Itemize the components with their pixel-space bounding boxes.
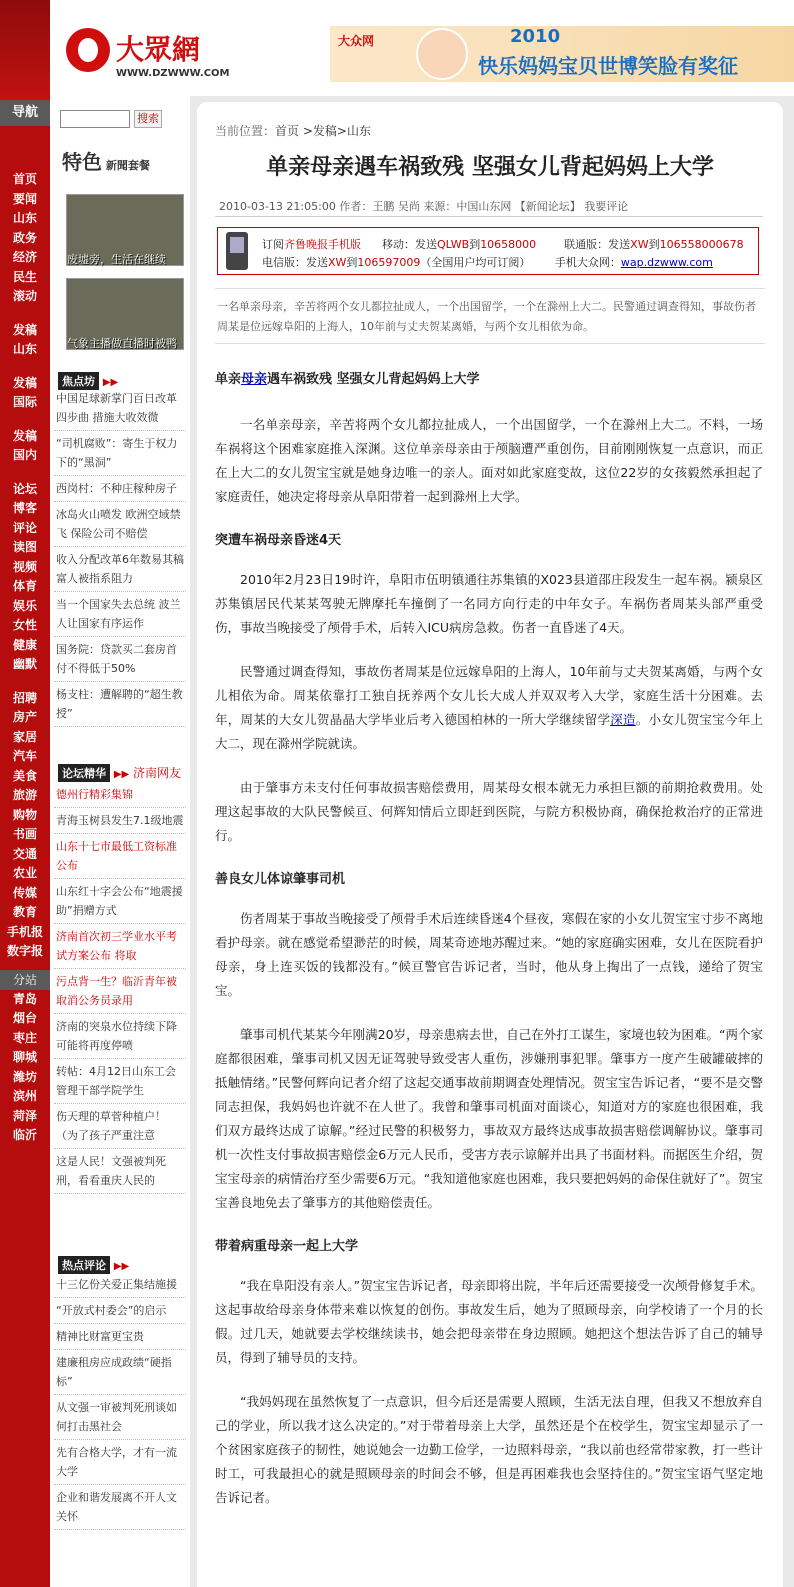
forum-list: [54, 782, 186, 1194]
search-button[interactable]: 搜索: [134, 110, 162, 128]
nav-gap: [0, 413, 50, 427]
header: [50, 0, 794, 96]
logo-mark-icon: [66, 28, 110, 72]
news-link[interactable]: 杨支柱：遭解聘的“超生教授”: [54, 682, 186, 727]
news-link[interactable]: 伤天理的草菅种植户！（为了孩子严重注意: [54, 1104, 186, 1149]
news-link[interactable]: 济南的突泉水位持续下降 可能将再度停喷: [54, 1014, 186, 1059]
nav-gap: [0, 307, 50, 321]
subheading: 突遭车祸母亲昏迷4天: [215, 533, 342, 548]
tese-small: 新聞套餐: [105, 159, 150, 172]
city-item[interactable]: 聊城: [12, 1050, 37, 1064]
sub-number: 106558000678: [659, 238, 744, 251]
nav-gap: [0, 360, 50, 374]
nav-item[interactable]: 发稿: [12, 322, 37, 337]
news-link[interactable]: 西岗村：不种庄稼种房子: [54, 476, 186, 502]
nav-item[interactable]: 幽默: [12, 657, 37, 671]
sub-text: 手机大众网：: [554, 256, 621, 269]
nav-item[interactable]: 论坛: [12, 481, 37, 496]
paragraph: “我妈妈现在虽然恢复了一点意识，但今后还是需要人照顾，生活无法自理，但我又不想放弃自己的学业，所以我才这么决定的。”对于带着母亲上大学，虽然还是个在校学生，贺宝宝却显示了一个贫困家庭孩子的韧性，她说她会一边勤工俭学，一边照料母亲，“我以前也经常带家教，打一些计时工，可我最担心的就是照顾母亲的时间会不够，但是再困难我也会坚持住的。”贺宝宝语气坚定地告诉记者。: [215, 1394, 763, 1505]
split-title: 分站: [0, 970, 50, 990]
city-item[interactable]: 枣庄: [12, 1030, 37, 1045]
sub-number: 106597009: [357, 256, 421, 269]
nav-item[interactable]: 娱乐: [12, 598, 37, 613]
nav-item[interactable]: 教育: [12, 905, 37, 919]
photo-caption-1[interactable]: 废墟旁，生活在继续: [67, 253, 166, 266]
news-link[interactable]: 转帖：4月12日山东工会管理干部学院学生: [54, 1059, 186, 1104]
nav-item[interactable]: 数字报: [6, 944, 43, 958]
nav-item[interactable]: 汽车: [12, 749, 37, 763]
crumb-prefix: 当前位置：: [215, 124, 276, 138]
banner-text: 快乐妈妈宝贝世博笑脸有奖征: [478, 54, 738, 78]
city-item[interactable]: 菏泽: [12, 1108, 37, 1123]
nav-item[interactable]: 健康: [12, 637, 37, 652]
paragraph: “我在阜阳没有亲人。”贺宝宝告诉记者，母亲即将出院，半年后还需要接受一次颅骨修复手术。这起事故给母亲身体带来难以恢复的创伤。事故发生后，她为了照顾母亲，向学校请了一个月的长假。过几天，她就要去学校继续读书，她会把母亲带在身边照顾。她把这个想法告诉了自己的辅导员，得到了辅导员的支持。: [215, 1278, 763, 1365]
nav-item[interactable]: 美食: [12, 768, 37, 783]
nav-title: 导航: [0, 100, 50, 126]
nav-item[interactable]: 购物: [12, 807, 37, 822]
article-body: [215, 368, 763, 1530]
city-item[interactable]: 青岛: [12, 991, 37, 1006]
nav-item[interactable]: 女性: [12, 618, 37, 632]
search-input[interactable]: [60, 110, 130, 128]
article-meta: 2010-03-13 21:05:00 作者：王鹏 吴尚 来源：中国山东网 【新闻论坛】 我要评论: [219, 200, 629, 213]
subscribe-box: [217, 227, 759, 275]
paragraph: [215, 660, 763, 756]
logo-name: 大眾網: [116, 33, 201, 66]
nav-item[interactable]: 招聘: [12, 690, 37, 705]
news-link[interactable]: 污点背一生？临沂青年被取消公务员录用: [54, 969, 186, 1014]
nav-item[interactable]: 视频: [12, 559, 37, 574]
nav-item[interactable]: 要闻: [12, 191, 37, 206]
focus-title: 焦点坊: [58, 372, 99, 390]
nav-item[interactable]: 国际: [12, 395, 37, 409]
news-link[interactable]: 这是人民！文强被判死刑，看看重庆人民的: [54, 1149, 186, 1194]
tese-big: 特色: [62, 150, 102, 174]
nav-list: [0, 126, 50, 962]
article-title: 单亲母亲遇车祸致残 坚强女儿背起妈妈上大学: [266, 154, 714, 180]
sub-text: 订阅: [262, 238, 284, 251]
sub-text: 联通版：发送: [564, 238, 631, 251]
paragraph: 伤者周某于事故当晚接受了颅骨手术后连续昏迷4个昼夜，寒假在家的小女儿贺宝宝寸步不离地看护母亲。就在感觉希望渺茫的时候，周某奇迹地苏醒过来。“她的家庭确实困难，女儿在医院看护母亲，身上连买饭的钱都没有。”候亘警官告诉记者，当时，他从身上掏出了一点钱，递给了贺宝宝。: [215, 911, 763, 998]
nav-item[interactable]: 发稿: [12, 428, 37, 443]
sub-text: 到: [648, 238, 660, 251]
nav-item[interactable]: 博客: [12, 501, 37, 515]
nav-item[interactable]: 农业: [12, 866, 37, 880]
nav-item[interactable]: 发稿: [12, 375, 37, 390]
nav-item[interactable]: 书画: [12, 827, 37, 841]
logo-url: WWW.DZWWW.COM: [116, 68, 230, 79]
news-link[interactable]: 收入分配改革6年数易其稿 富人被指系阻力: [54, 547, 186, 592]
site-logo[interactable]: [62, 20, 230, 90]
keyword-link[interactable]: 母亲: [241, 372, 268, 387]
nav-item[interactable]: 山东: [12, 211, 37, 225]
article-heading: [215, 368, 763, 387]
heading-text: 单亲: [215, 372, 242, 387]
sub-number: 10658000: [480, 238, 537, 251]
sub-code: XW: [328, 256, 347, 269]
forum-header: [58, 764, 181, 780]
subheading: 带着病重母亲一起上大学: [215, 1239, 359, 1254]
sub-text: 到: [469, 238, 481, 251]
double-arrow-icon: ▶▶: [113, 1261, 130, 1272]
news-photo-2[interactable]: [66, 278, 184, 350]
sub-product-link[interactable]: 齐鲁晚报手机版: [284, 238, 361, 251]
article-summary: 一名单亲母亲，辛苦将两个女儿都拉扯成人，一个出国留学，一个在滁州上大二。民警通过调查得知，事故伤者周某是位远嫁阜阳的上海人，10年前与丈夫贺某离婚，与两个女儿相依为命。: [215, 288, 765, 344]
nav-item[interactable]: 交通: [12, 846, 37, 861]
city-item[interactable]: 烟台: [12, 1011, 37, 1025]
nav-gap: [0, 466, 50, 480]
news-link[interactable]: 青海玉树县发生7.1级地震: [54, 808, 186, 834]
nav-item[interactable]: 滚动: [12, 289, 37, 303]
hot-header: [58, 1256, 129, 1272]
news-link[interactable]: 企业和谐发展离不开人文关怀: [54, 1485, 186, 1530]
double-arrow-icon: ▶▶: [102, 377, 119, 388]
news-link[interactable]: 德州行精彩集锦: [54, 782, 186, 808]
sub-code: XW: [630, 238, 649, 251]
nav-item[interactable]: 读图: [12, 540, 37, 554]
nav-item[interactable]: 家居: [12, 729, 37, 744]
breadcrumb: [215, 122, 371, 139]
nav-item[interactable]: 经济: [12, 250, 37, 264]
banner-brand: 大众网: [338, 34, 375, 48]
nav-item[interactable]: 政务: [12, 230, 37, 245]
news-link[interactable]: 国务院：贷款买二套房首付不得低于50%: [54, 637, 186, 682]
wap-link[interactable]: wap.dzwww.com: [620, 256, 713, 269]
keyword-link[interactable]: 深造: [610, 712, 636, 727]
news-link[interactable]: “开放式村委会”的启示: [54, 1298, 186, 1324]
hot-title: 热点评论: [58, 1256, 110, 1274]
double-arrow-icon: ▶▶: [113, 769, 130, 780]
news-link[interactable]: 山东红十字会公布“地震援助”捐赠方式: [54, 879, 186, 924]
news-link[interactable]: 冰岛火山喷发 欧洲空域禁飞 保险公司不赔偿: [54, 502, 186, 547]
news-link[interactable]: 十三亿份关爱正集结施援: [54, 1272, 186, 1298]
hot-list: [54, 1272, 186, 1530]
news-link[interactable]: 先有合格大学，才有一流大学: [54, 1440, 186, 1485]
city-list: [0, 990, 50, 1146]
city-item[interactable]: 临沂: [12, 1128, 37, 1142]
meta-divider: [215, 216, 763, 217]
nav-item[interactable]: 房产: [12, 710, 37, 724]
news-link[interactable]: 中国足球新掌门百日改革四步曲 措施大收效微: [54, 386, 186, 431]
nav-item[interactable]: 传媒: [12, 885, 37, 900]
left-bar-top: [0, 0, 50, 100]
photo-caption-2[interactable]: 气象主播做直播时被鸭: [67, 337, 177, 350]
phone-icon: [226, 232, 248, 270]
paragraph: 2010年2月23日19时许，阜阳市伍明镇通往苏集镇的X023县道邵庄段发生一起车祸。颍泉区苏集镇居民代某某驾驶无牌摩托车撞倒了一名同方向行走的中年女子。车祸伤者周某头部严重受伤，事故当晚接受了颅骨手术，后转入ICU病房急救。伤者一直昏迷了4天。: [215, 572, 763, 635]
focus-list: [54, 386, 186, 727]
nav-item[interactable]: 评论: [12, 520, 37, 535]
city-item[interactable]: 滨州: [12, 1089, 37, 1103]
paragraph-text: 。小女儿贺宝宝今年上大二，现在滁州学院就读。: [215, 712, 763, 751]
news-photo-1[interactable]: [66, 194, 184, 266]
paragraph-text: 民警通过调查得知，事故伤者周某是位远嫁阜阳的上海人，10年前与丈夫贺某离婚，与两个女儿相依为命。周某依靠打工独自抚养两个女儿长大成人并双双考入大学，家庭生活十分困难。去年，周某的大女儿贺晶晶大学毕业后考入德国柏林的一所大学继续留学: [215, 664, 763, 727]
sub-text: 移动：发送: [381, 238, 437, 251]
news-link[interactable]: 建廉租房应成政绩“硬指标”: [54, 1350, 186, 1395]
news-link[interactable]: 精神比财富更宝贵: [54, 1324, 186, 1350]
paragraph: 肇事司机代某某今年刚满20岁，母亲患病去世，自己在外打工谋生，家境也较为困难。“两个家庭都很困难，肇事司机又因无证驾驶导致受害人重伤，涉嫌刑事犯罪。肇事方一度产生破罐破摔的抵触情绪。”民警何辉向记者介绍了这起交通事故前期调查处理情况。贺宝宝告诉记者，“要不是交警同志担保，我妈妈也许就不在人世了。我曾和肇事司机面对面谈心，知道对方的家庭也很困难，我们双方最终达成了谅解。”经过民警的积极努力，事故双方最终达成事故损害赔偿调解协议。肇事司机一次性支付事故损害赔偿金6万元人民币，受害方表示谅解并出具了书面材料。而据医生介绍，贺宝宝母亲的病情治疗至少需要6万元。“我知道他家庭也困难，我只要把妈妈的命保住就好了”。贺宝宝善良地免去了肇事方的其他赔偿责任。: [215, 1027, 763, 1210]
main-content: [197, 102, 783, 1587]
news-link[interactable]: 济南首次初三学业水平考试方案公布 将取: [54, 924, 186, 969]
tese-header: [62, 146, 188, 180]
forum-extra-link[interactable]: 济南网友: [133, 766, 182, 780]
nav-gap: [0, 675, 50, 689]
side-column: [50, 96, 190, 1587]
nav-item[interactable]: 首页: [12, 172, 37, 186]
subscribe-line-1: [262, 236, 744, 252]
city-item[interactable]: 潍坊: [12, 1069, 37, 1084]
nav-item[interactable]: 山东: [12, 342, 37, 356]
forum-title: 论坛精华: [58, 764, 110, 782]
crumb-path[interactable]: 首页 >发稿>山东: [275, 124, 371, 138]
nav-item[interactable]: 旅游: [12, 788, 37, 802]
sub-text: 到: [346, 256, 358, 269]
news-link[interactable]: 从文强一审被判死刑谈如何打击黑社会: [54, 1395, 186, 1440]
banner-year: 2010: [510, 26, 561, 47]
ad-banner[interactable]: [330, 26, 794, 82]
sub-code: QLWB: [436, 238, 470, 251]
nav-item[interactable]: 国内: [12, 448, 37, 462]
nav-item[interactable]: 民生: [12, 269, 37, 284]
subscribe-line-2: [262, 254, 713, 270]
heading-text: 遇车祸致残 坚强女儿背起妈妈上大学: [267, 372, 480, 387]
baby-photo: [416, 28, 468, 80]
paragraph: 一名单亲母亲，辛苦将两个女儿都拉扯成人，一个出国留学，一个在滁州上大二。不料，一场车祸将这个困难家庭推入深渊。这位单亲母亲由于颅脑遭严重创伤，目前刚刚恢复一点意识，而正在上大二的女儿贺宝宝就是她身边唯一的亲人。面对如此家庭变故，这位22岁的女孩毅然承担起了家庭责任，她决定将母亲从阜阳带着一起到滁州上大学。: [215, 417, 763, 504]
subheading: 善良女儿体谅肇事司机: [215, 872, 346, 887]
left-nav-bar: [0, 0, 50, 1587]
nav-item[interactable]: 体育: [12, 579, 37, 593]
sub-text: 电信版：发送: [262, 256, 328, 269]
paragraph: 由于肇事方未支付任何事故损害赔偿费用，周某母女根本就无力承担巨额的前期抢救费用。处理这起事故的大队民警候亘、何辉知情后立即赶到医院，与院方积极协商，确保抢救治疗的正常进行。: [215, 780, 763, 843]
nav-item[interactable]: 手机报: [6, 924, 43, 939]
news-link[interactable]: “司机腐败”：寄生于权力下的“黑洞”: [54, 431, 186, 476]
sub-text: （全国用户均可订阅）: [420, 256, 531, 269]
news-link[interactable]: 山东十七市最低工资标准公布: [54, 834, 186, 879]
news-link[interactable]: 当一个国家失去总统 波兰人让国家有序运作: [54, 592, 186, 637]
